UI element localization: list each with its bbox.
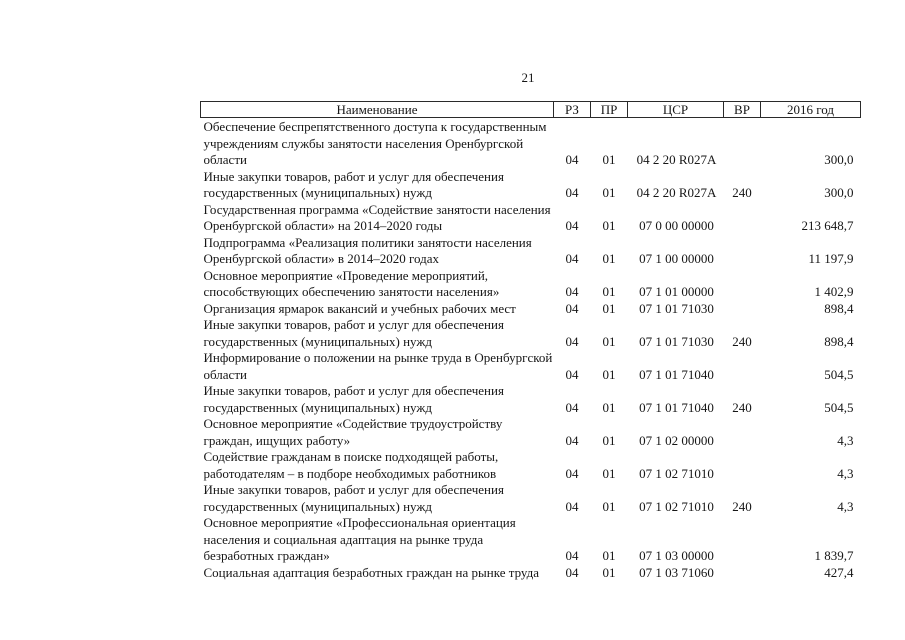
row-vr-cell	[724, 515, 761, 565]
table-body	[201, 118, 861, 582]
row-name-cell	[201, 565, 554, 582]
row-csr-cell: 07 1 02 71010	[639, 498, 714, 514]
row-vr-cell	[724, 350, 761, 383]
row-rz-cell: 04	[565, 251, 579, 266]
row-pr-cell: 01	[602, 218, 616, 233]
row-csr-cell: 04 2 20 R027A	[636, 152, 717, 167]
row-rz-cell: 04	[565, 465, 579, 481]
row-pr-cell: 01	[602, 185, 616, 200]
header-row	[201, 102, 861, 118]
row-vr-cell	[724, 449, 761, 482]
row-name-line: Иные закупки товаров, работ и услуг для обеспечения	[203, 482, 504, 497]
row-name-line: Оренбургской области» на 2014–2020 годы	[203, 218, 443, 233]
row-name-line: государственных (муниципальных) нужд	[203, 333, 432, 349]
row-rz-cell: 04	[565, 432, 579, 448]
row-amount-cell: 427,4	[824, 564, 854, 580]
row-name-line: Оренбургской области» в 2014–2020 годах	[203, 251, 440, 266]
table-row	[201, 383, 861, 416]
row-vr-cell	[724, 301, 761, 318]
table-row	[201, 169, 861, 202]
row-name-line: Подпрограмма «Реализация политики занятости населения	[203, 234, 532, 250]
row-rz-cell: 04	[565, 498, 579, 514]
table-row	[201, 268, 861, 301]
table-row	[201, 416, 861, 449]
row-name-line: Организация ярмарок вакансий и учебных рабочих мест	[203, 300, 516, 316]
row-vr-cell: 240	[732, 185, 752, 200]
row-name-line: Содействие гражданам в поиске подходящей работы,	[203, 449, 499, 464]
header-pr: ПР	[591, 102, 628, 118]
row-pr-cell: 01	[602, 432, 616, 448]
row-rz-cell: 04	[565, 564, 579, 580]
row-name-line: Иные закупки товаров, работ и услуг для обеспечения	[203, 317, 504, 332]
row-amount-cell: 4,3	[837, 432, 854, 448]
row-amount-cell: 213 648,7	[801, 218, 854, 233]
row-amount-cell: 4,3	[837, 498, 854, 514]
row-pr-cell: 01	[602, 564, 616, 580]
row-name-line: Основное мероприятие «Содействие трудоустройству	[203, 416, 503, 431]
table-header	[201, 102, 861, 118]
row-pr-cell: 01	[602, 251, 616, 266]
row-amount-cell: 11 197,9	[808, 251, 854, 266]
row-vr-cell	[724, 268, 761, 301]
row-vr-cell	[724, 118, 761, 169]
row-rz-cell: 04	[565, 300, 579, 316]
row-pr-cell: 01	[602, 300, 616, 316]
row-csr-cell: 07 1 03 71060	[639, 564, 714, 580]
row-name-line: граждан, ищущих работу»	[203, 432, 351, 448]
budget-table	[200, 101, 861, 581]
row-csr-cell: 07 1 02 71010	[639, 465, 714, 481]
table-row	[201, 350, 861, 383]
row-name-line: способствующих обеспечению занятости населения»	[203, 284, 500, 299]
row-rz-cell: 04	[565, 218, 579, 233]
row-name-line: Социальная адаптация безработных граждан на рынке труда	[203, 564, 539, 580]
row-csr-cell: 07 1 00 00000	[639, 251, 714, 266]
row-rz-cell: 04	[565, 548, 579, 563]
row-rz-cell: 04	[565, 366, 579, 382]
row-name-cell	[201, 268, 554, 301]
row-amount-cell: 300,0	[824, 185, 854, 200]
row-amount-cell: 300,0	[824, 152, 854, 167]
row-pr-cell: 01	[602, 333, 616, 349]
row-name-cell	[201, 202, 554, 235]
header-name: Наименование	[201, 102, 554, 118]
header-rz: РЗ	[554, 102, 591, 118]
row-vr-cell: 240	[732, 333, 752, 349]
row-name-cell	[201, 301, 554, 318]
row-pr-cell: 01	[602, 548, 616, 563]
row-csr-cell: 07 1 01 71030	[639, 300, 714, 316]
row-amount-cell: 4,3	[837, 465, 854, 481]
row-pr-cell: 01	[602, 498, 616, 514]
row-rz-cell: 04	[565, 333, 579, 349]
row-vr-cell: 240	[732, 498, 752, 514]
table-row	[201, 449, 861, 482]
row-rz-cell: 04	[565, 284, 579, 299]
row-csr-cell: 07 1 01 71040	[639, 399, 714, 415]
row-name-cell	[201, 235, 554, 268]
table-row	[201, 317, 861, 350]
row-name-cell	[201, 383, 554, 416]
row-csr-cell: 07 0 00 00000	[639, 218, 714, 233]
row-name-cell	[201, 317, 554, 350]
row-name-cell	[201, 118, 554, 169]
row-amount-cell: 1 402,9	[814, 284, 854, 299]
table-row	[201, 565, 861, 582]
row-rz-cell: 04	[565, 185, 579, 200]
row-name-line: учреждениям службы занятости населения Оренбургской	[203, 135, 524, 151]
row-csr-cell: 07 1 03 00000	[639, 548, 714, 563]
row-amount-cell: 898,4	[824, 300, 854, 316]
table-row	[201, 482, 861, 515]
row-name-line: Иные закупки товаров, работ и услуг для обеспечения	[203, 383, 504, 398]
row-name-line: Иные закупки товаров, работ и услуг для обеспечения	[203, 168, 504, 184]
row-pr-cell: 01	[602, 366, 616, 382]
row-pr-cell: 01	[602, 399, 616, 415]
page-number: 21	[521, 70, 535, 85]
row-csr-cell: 07 1 02 00000	[639, 432, 714, 448]
row-name-cell	[201, 416, 554, 449]
table-row	[201, 301, 861, 318]
row-name-line: Информирование о положении на рынке труда в Оренбургской	[203, 350, 553, 365]
header-csr: ЦСР	[628, 102, 724, 118]
table-row	[201, 235, 861, 268]
row-vr-cell	[724, 416, 761, 449]
row-rz-cell: 04	[565, 152, 579, 167]
row-name-cell	[201, 169, 554, 202]
row-vr-cell	[724, 235, 761, 268]
row-amount-cell: 504,5	[824, 399, 854, 415]
row-name-line: государственных (муниципальных) нужд	[203, 498, 432, 514]
row-pr-cell: 01	[602, 465, 616, 481]
row-amount-cell: 504,5	[824, 366, 854, 382]
row-name-cell	[201, 482, 554, 515]
row-rz-cell: 04	[565, 399, 579, 415]
row-pr-cell: 01	[602, 152, 616, 167]
row-name-cell	[201, 449, 554, 482]
row-name-line: Государственная программа «Содействие занятости населения	[203, 201, 551, 217]
row-csr-cell: 07 1 01 71030	[639, 333, 714, 349]
header-vr: ВР	[724, 102, 761, 118]
row-name-cell	[201, 350, 554, 383]
row-csr-cell: 07 1 01 71040	[639, 366, 714, 382]
row-csr-cell: 04 2 20 R027A	[636, 185, 717, 200]
row-amount-cell: 1 839,7	[814, 548, 854, 563]
table-row	[201, 118, 861, 169]
row-name-line: государственных (муниципальных) нужд	[203, 399, 432, 415]
row-name-line: безработных граждан»	[203, 548, 330, 563]
row-name-line: области	[203, 152, 247, 167]
row-name-line: Основное мероприятие «Проведение мероприятий,	[203, 267, 489, 283]
row-vr-cell: 240	[732, 399, 752, 415]
table-row	[201, 515, 861, 565]
row-amount-cell: 898,4	[824, 333, 854, 349]
header-year: 2016 год	[761, 102, 861, 118]
row-pr-cell: 01	[602, 284, 616, 299]
row-vr-cell	[724, 565, 761, 582]
row-name-line: населения и социальная адаптация на рынке труда	[203, 531, 484, 547]
row-csr-cell: 07 1 01 00000	[639, 284, 714, 299]
row-name-line: Обеспечение беспрепятственного доступа к государственным	[203, 119, 547, 134]
row-name-line: государственных (муниципальных) нужд	[203, 185, 432, 200]
row-vr-cell	[724, 202, 761, 235]
row-name-line: Основное мероприятие «Профессиональная ориентация	[203, 515, 516, 530]
table-row	[201, 202, 861, 235]
row-name-line: области	[203, 366, 247, 382]
row-name-cell	[201, 515, 554, 565]
row-name-line: работодателям – в подборе необходимых работников	[203, 465, 497, 481]
